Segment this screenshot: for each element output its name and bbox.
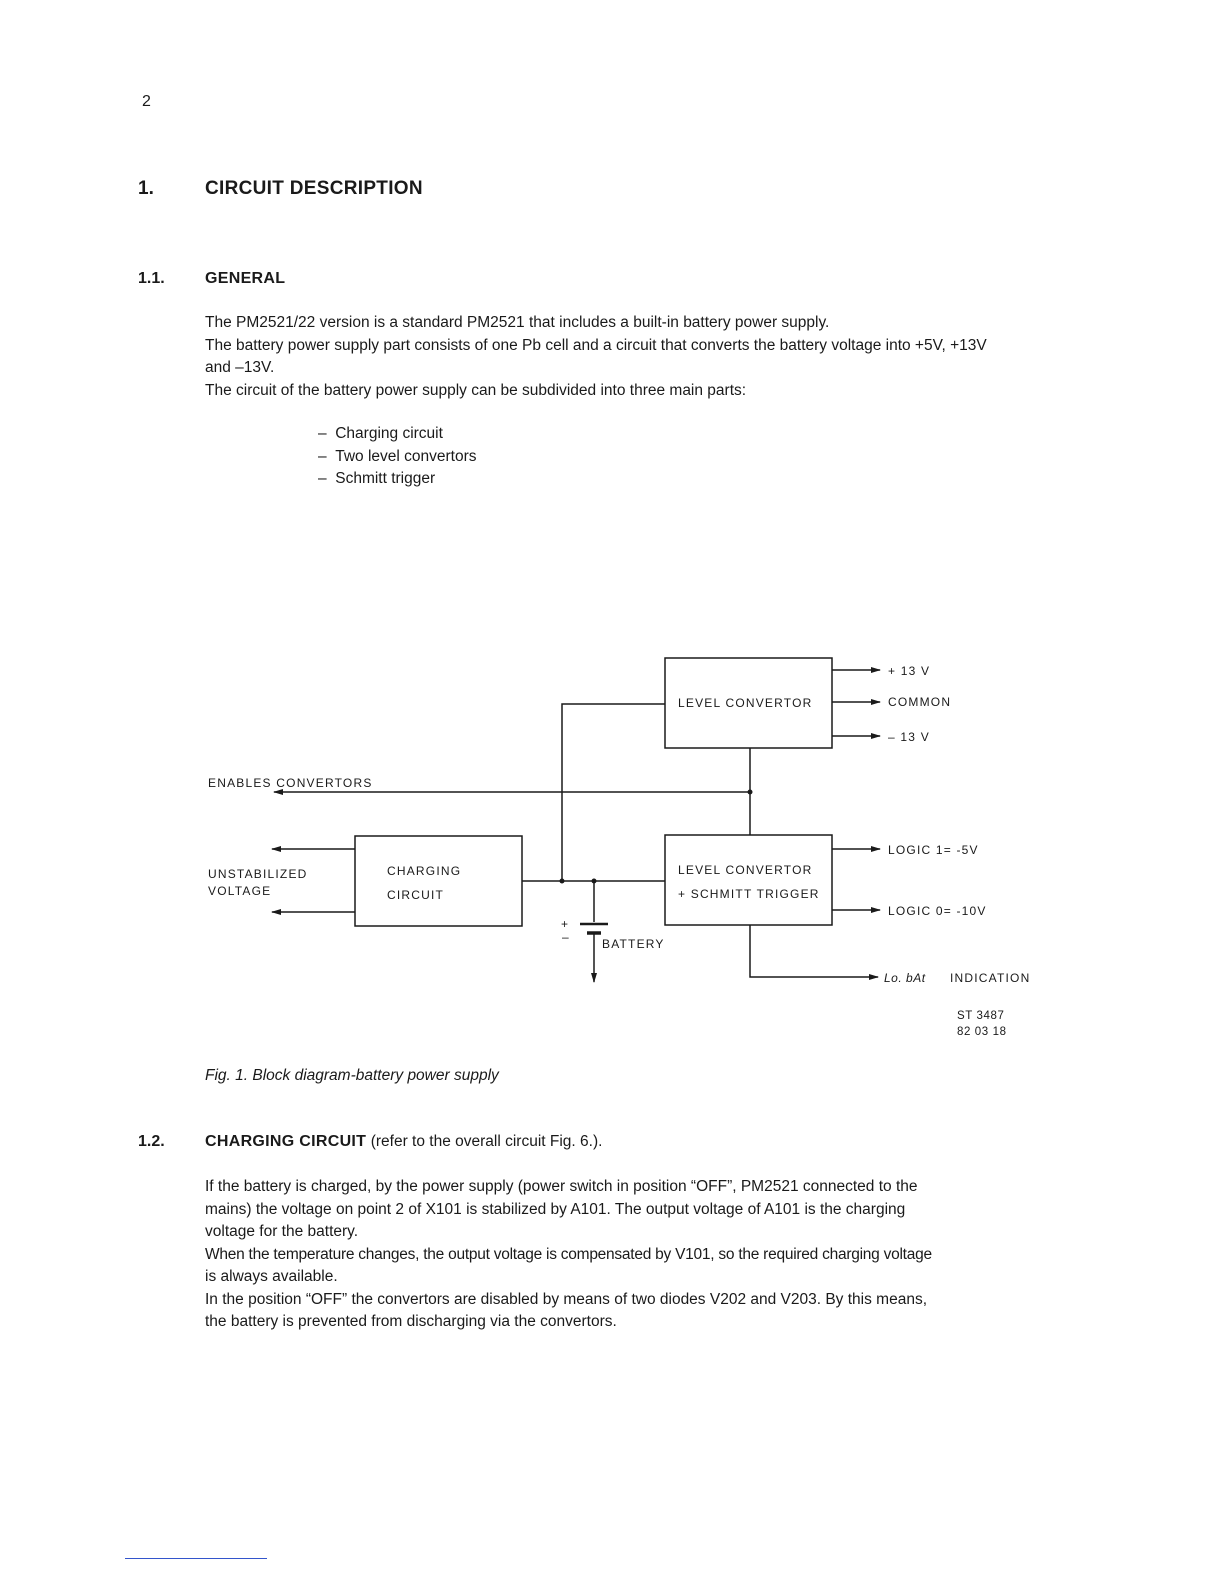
charging-line-6: In the position “OFF” the convertors are disabled by means of two diodes V202 and V203. By this means, <box>205 1290 927 1308</box>
general-line-3: The circuit of the battery power supply can be subdivided into three main parts: <box>205 381 747 399</box>
battery-label: BATTERY <box>602 937 665 951</box>
charging-line-7: the battery is prevented from discharging via the convertors. <box>205 1313 617 1330</box>
level-convertor-label: LEVEL CONVERTOR <box>678 696 813 710</box>
out-m13-label: – 13 V <box>888 730 930 744</box>
unstab-label-2: VOLTAGE <box>208 884 272 898</box>
level-schmitt-box <box>665 835 832 925</box>
general-line-2: The battery power supply part consists of one Pb cell and a circuit that converts the battery voltage into +5V, +13V and –13V. <box>205 336 987 376</box>
level-schmitt-label-2: + SCHMITT TRIGGER <box>678 887 820 901</box>
charging-line-1: If the battery is charged, by the power supply (power switch in position “OFF”, PM2521 connected to the <box>205 1178 918 1195</box>
section-number: 1. <box>138 178 154 199</box>
logic0-label: LOGIC 0= -10V <box>888 904 987 918</box>
page-number: 2 <box>142 93 151 110</box>
subsection-heading-charging <box>205 1133 602 1151</box>
charging-line-3: voltage for the battery. <box>205 1223 359 1240</box>
battery-plus: + <box>561 917 570 931</box>
unstab-label-1: UNSTABILIZED <box>208 867 308 881</box>
figure-caption: Fig. 1. Block diagram-battery power supply <box>205 1067 499 1084</box>
enables-label: ENABLES CONVERTORS <box>208 776 373 790</box>
charging-paragraph <box>205 1176 1085 1334</box>
charging-line-5: is always available. <box>205 1268 338 1285</box>
charging-circuit-box <box>355 836 522 926</box>
section-title: CIRCUIT DESCRIPTION <box>205 178 423 199</box>
out-p13-label: + 13 V <box>888 664 931 678</box>
list-item: – Two level convertors <box>318 446 477 469</box>
lobat-wire <box>750 925 878 977</box>
charging-line-2: mains) the voltage on point 2 of X101 is stabilized by A101. The output voltage of A101 is the charging <box>205 1200 906 1218</box>
ref-code-1: ST 3487 <box>957 1010 1005 1022</box>
list-item: – Schmitt trigger <box>318 468 477 491</box>
indication-label: INDICATION <box>950 971 1031 985</box>
subsection-title-charging: CHARGING CIRCUIT <box>205 1133 367 1150</box>
subsection-number-general: 1.1. <box>138 270 165 287</box>
level-schmitt-label-1: LEVEL CONVERTOR <box>678 863 813 877</box>
charging-label-1: CHARGING <box>387 864 462 878</box>
charging-label-2: CIRCUIT <box>387 888 445 902</box>
general-line-1: The PM2521/22 version is a standard PM2521 that includes a built-in battery power supply. <box>205 314 830 331</box>
subsection-title-general: GENERAL <box>205 270 286 287</box>
subsection-number-charging: 1.2. <box>138 1133 165 1150</box>
battery-minus: – <box>562 930 570 944</box>
logic1-label: LOGIC 1= -5V <box>888 843 979 857</box>
subsection-note-charging: (refer to the overall circuit Fig. 6.). <box>370 1133 603 1150</box>
list-item: – Charging circuit <box>318 423 477 446</box>
charging-line-4: When the temperature changes, the output voltage is compensated by V101, so the required charging voltage <box>205 1245 932 1263</box>
footer-rule <box>125 1558 267 1559</box>
ref-code-2: 82 03 18 <box>957 1026 1007 1038</box>
out-common-label: COMMON <box>888 695 952 709</box>
node-charge <box>560 879 565 884</box>
lobat-label: Lo. bAt <box>884 971 926 985</box>
